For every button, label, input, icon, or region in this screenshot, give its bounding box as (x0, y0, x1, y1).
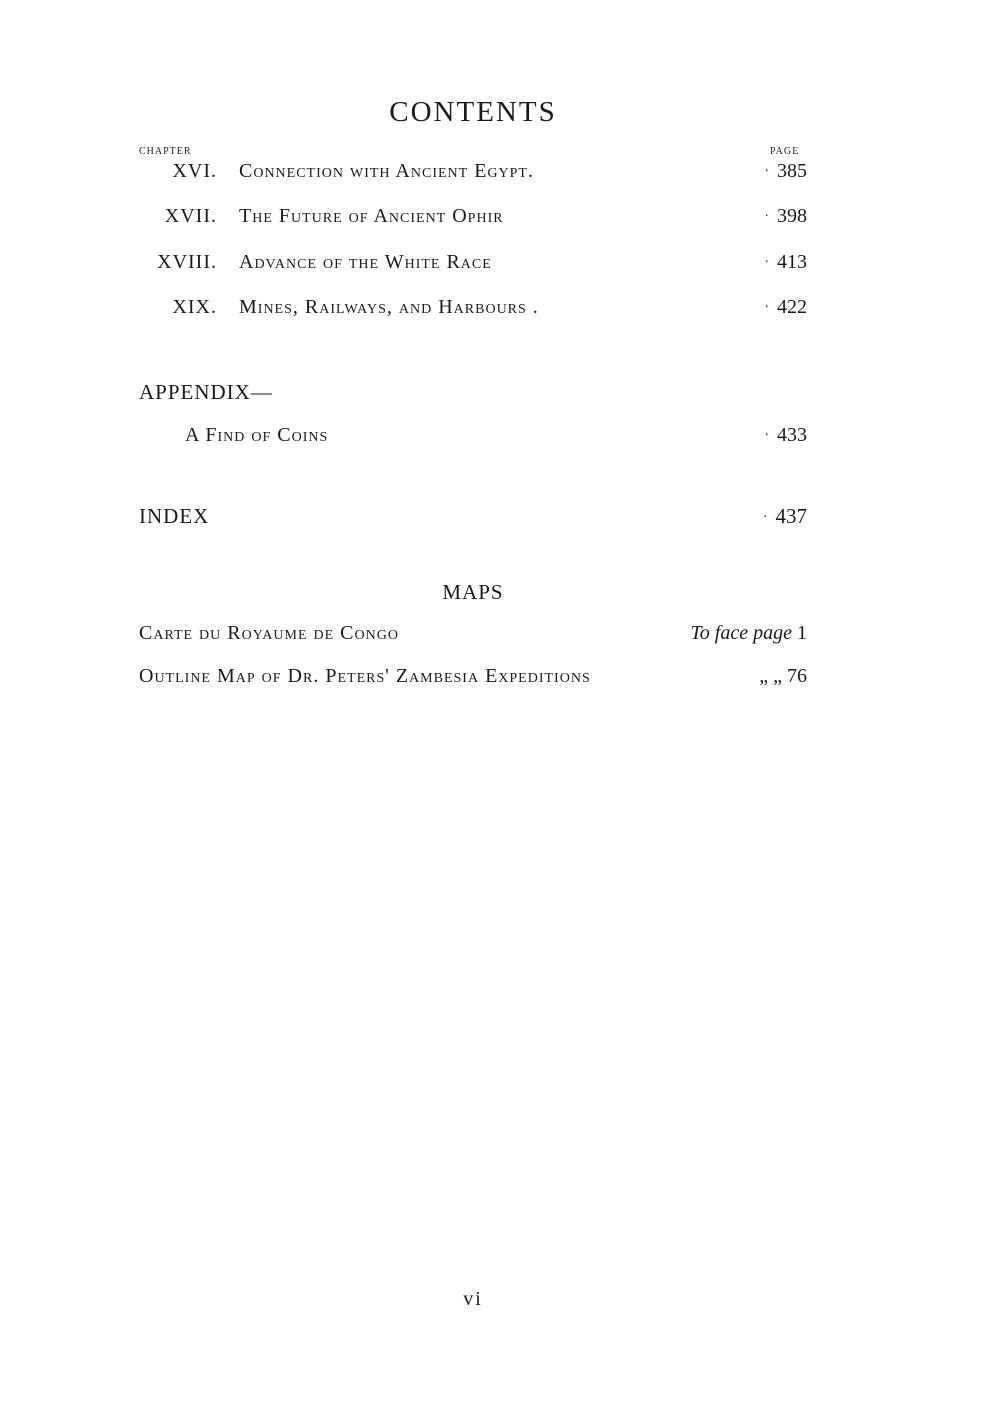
chapter-number: XVIII. (157, 251, 217, 273)
index-entry (139, 504, 807, 534)
map-reference (759, 665, 807, 688)
chapter-page: · 413 (764, 251, 807, 273)
map-entry (139, 622, 807, 652)
chapter-page: · 398 (764, 205, 807, 227)
chapter-title: Connection with Ancient Egypt. (239, 160, 534, 182)
chapter-page-number: 413 (777, 251, 807, 273)
map-reference-text: To face page (690, 622, 792, 644)
chapter-page: · 385 (764, 160, 807, 182)
index-page: · 437 (762, 504, 807, 528)
map-entry (139, 665, 807, 695)
chapter-title: Advance of the White Race (239, 251, 492, 273)
appendix-entry (139, 424, 807, 454)
chapter-number: XVII. (164, 205, 217, 227)
page-column-header: PAGE (770, 146, 800, 157)
chapter-page-number: 398 (777, 205, 807, 227)
maps-heading: MAPS (442, 580, 504, 604)
page-title: CONTENTS (389, 96, 557, 128)
chapter-column-header: CHAPTER (139, 146, 192, 157)
appendix-page-number: 433 (777, 424, 807, 446)
chapter-title: Mines, Railways, and Harbours . (239, 296, 539, 318)
page-number: vi (463, 1288, 483, 1310)
appendix-title: A Find of Coins (185, 424, 329, 446)
map-reference (691, 622, 807, 645)
appendix-page: · 433 (764, 424, 807, 446)
chapter-page: · 422 (764, 296, 807, 318)
map-reference-page: 76 (787, 665, 807, 687)
toc-entry (139, 251, 807, 281)
toc-entry (139, 160, 807, 190)
map-title: Carte du Royaume de Congo (139, 622, 399, 644)
toc-entry (139, 296, 807, 326)
toc-entry (139, 205, 807, 235)
chapter-page-number: 385 (777, 160, 807, 182)
index-label: INDEX (139, 504, 210, 528)
map-title: Outline Map of Dr. Peters' Zambesia Expeditions (139, 665, 591, 687)
map-reference-page: 1 (797, 622, 807, 644)
map-reference-text: „ „ (759, 665, 782, 687)
chapter-number: XVI. (172, 160, 217, 182)
appendix-heading: APPENDIX— (139, 380, 273, 404)
chapter-number: XIX. (172, 296, 217, 318)
index-page-number: 437 (775, 504, 807, 528)
chapter-page-number: 422 (777, 296, 807, 318)
chapter-title: The Future of Ancient Ophir (239, 205, 504, 227)
